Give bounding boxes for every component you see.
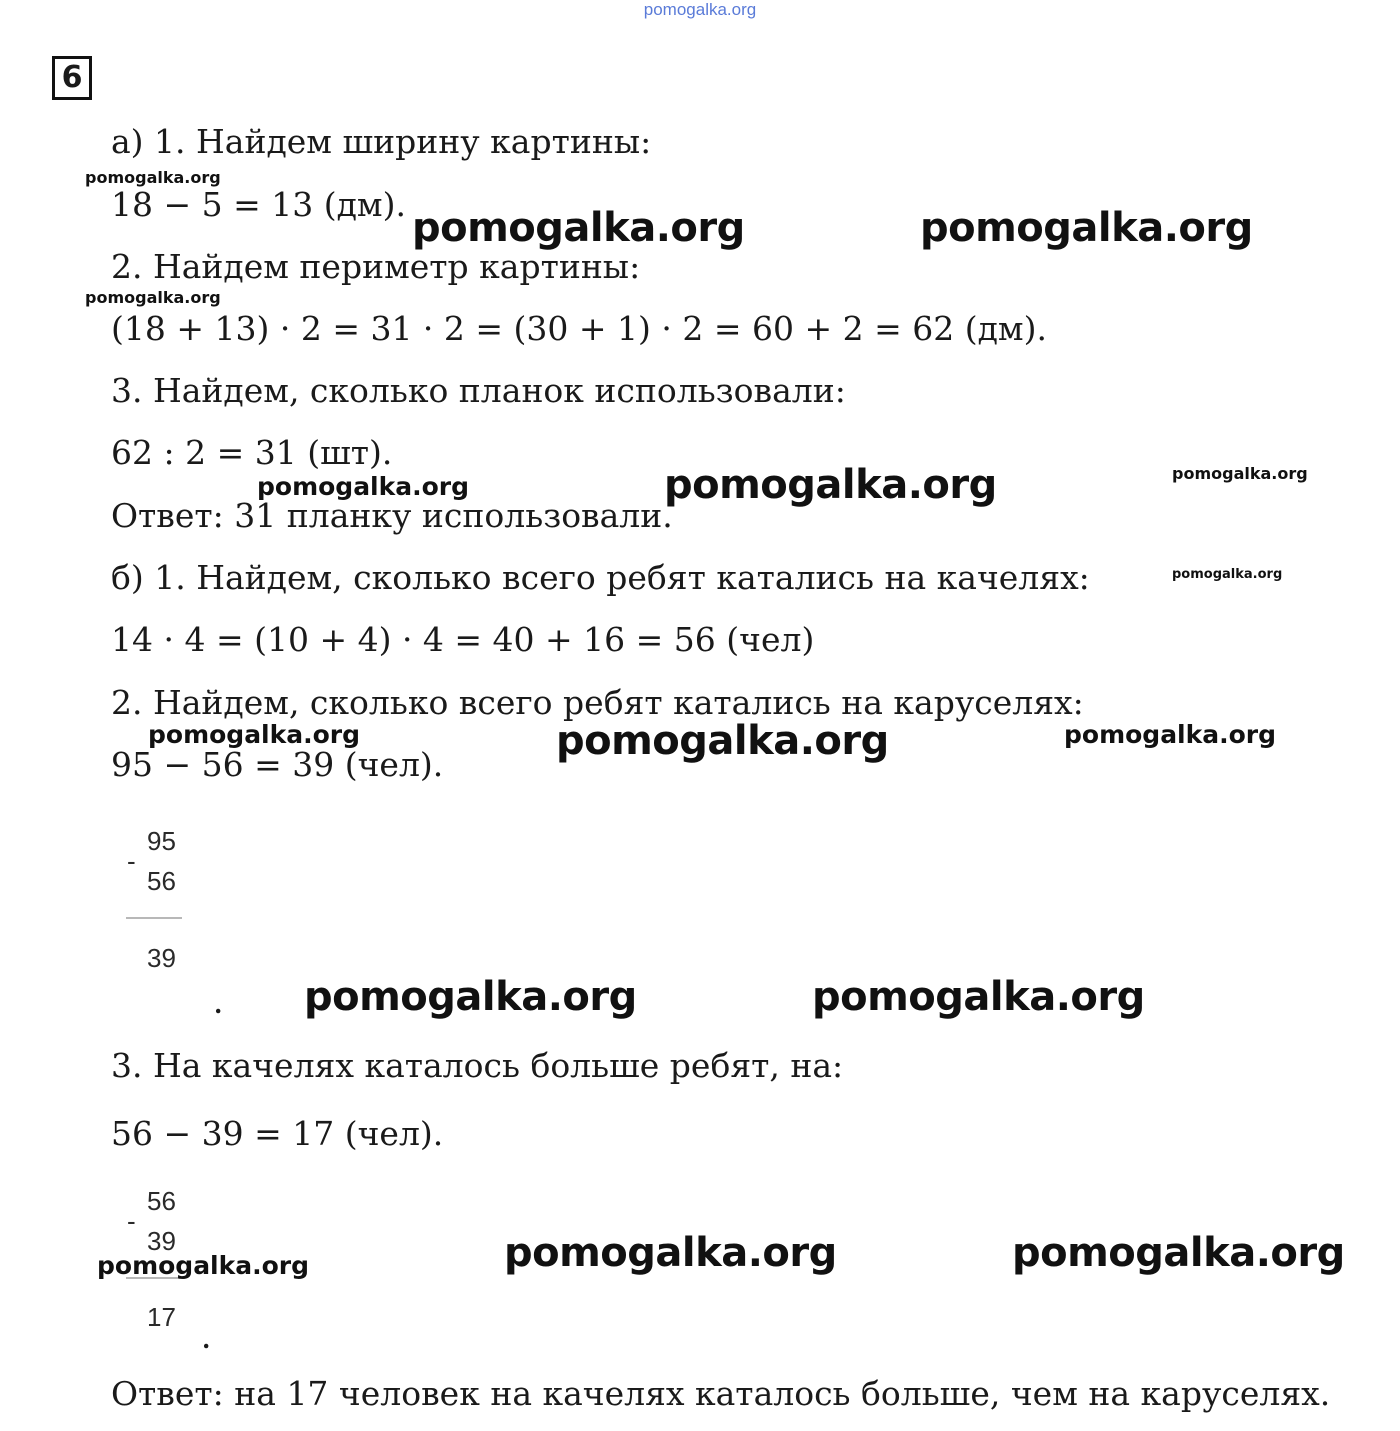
part-b-calc2: 95 − 56 = 39 (чел). [111, 745, 444, 784]
column-result: 39 [147, 943, 176, 973]
part-b-calc3: 56 − 39 = 17 (чел). [111, 1114, 444, 1153]
watermark: pomogalka.org [148, 720, 361, 749]
column-result: 17 [147, 1302, 176, 1332]
column-minuend: 56 [147, 1186, 176, 1216]
part-a-step3: 3. Найдем, сколько планок использовали: [111, 371, 846, 410]
part-a-calc2: (18 + 13) · 2 = 31 · 2 = (30 + 1) · 2 = 60 + 2 = 62 (дм). [111, 309, 1047, 348]
watermark: pomogalka.org [85, 288, 221, 307]
part-a-calc3: 62 : 2 = 31 (шт). [111, 433, 393, 472]
watermark: pomogalka.org [920, 205, 1253, 251]
column-minus-sign: - [127, 846, 136, 876]
watermark: pomogalka.org [257, 472, 470, 501]
part-a-step1: а) 1. Найдем ширину картины: [111, 122, 652, 161]
part-b-step1: б) 1. Найдем, сколько всего ребят катались на качелях: [111, 558, 1090, 597]
watermark: pomogalka.org [85, 168, 221, 187]
watermark: pomogalka.org [556, 718, 889, 764]
watermark: pomogalka.org [412, 205, 745, 251]
watermark: pomogalka.org [97, 1251, 310, 1280]
column-dot: . [202, 1325, 211, 1354]
watermark: pomogalka.org [664, 462, 997, 508]
column-rule [126, 917, 182, 919]
site-header-link[interactable]: pomogalka.org [643, 0, 757, 19]
watermark: pomogalka.org [1172, 464, 1308, 483]
part-b-calc1: 14 · 4 = (10 + 4) · 4 = 40 + 16 = 56 (чел) [111, 620, 815, 659]
watermark: pomogalka.org [1172, 567, 1283, 582]
column-minus-sign: - [127, 1206, 136, 1236]
column-subtrahend: 39 [147, 1226, 176, 1256]
part-b-step2: 2. Найдем, сколько всего ребят катались на каруселях: [111, 683, 1084, 722]
column-subtrahend: 56 [147, 866, 176, 896]
column-minuend: 95 [147, 826, 176, 856]
part-a-step2: 2. Найдем периметр картины: [111, 247, 641, 286]
part-b-answer: Ответ: на 17 человек на качелях каталось больше, чем на каруселях. [111, 1374, 1331, 1413]
watermark: pomogalka.org [1064, 720, 1277, 749]
column-dot: . [214, 990, 223, 1019]
watermark: pomogalka.org [304, 974, 637, 1020]
watermark: pomogalka.org [1012, 1230, 1345, 1276]
task-number-badge: 6 [52, 56, 92, 100]
part-b-step3: 3. На качелях каталось больше ребят, на: [111, 1046, 844, 1085]
part-a-answer: Ответ: 31 планку использовали. [111, 496, 673, 535]
watermark: pomogalka.org [504, 1230, 837, 1276]
watermark: pomogalka.org [812, 974, 1145, 1020]
part-a-calc1: 18 − 5 = 13 (дм). [111, 185, 406, 224]
